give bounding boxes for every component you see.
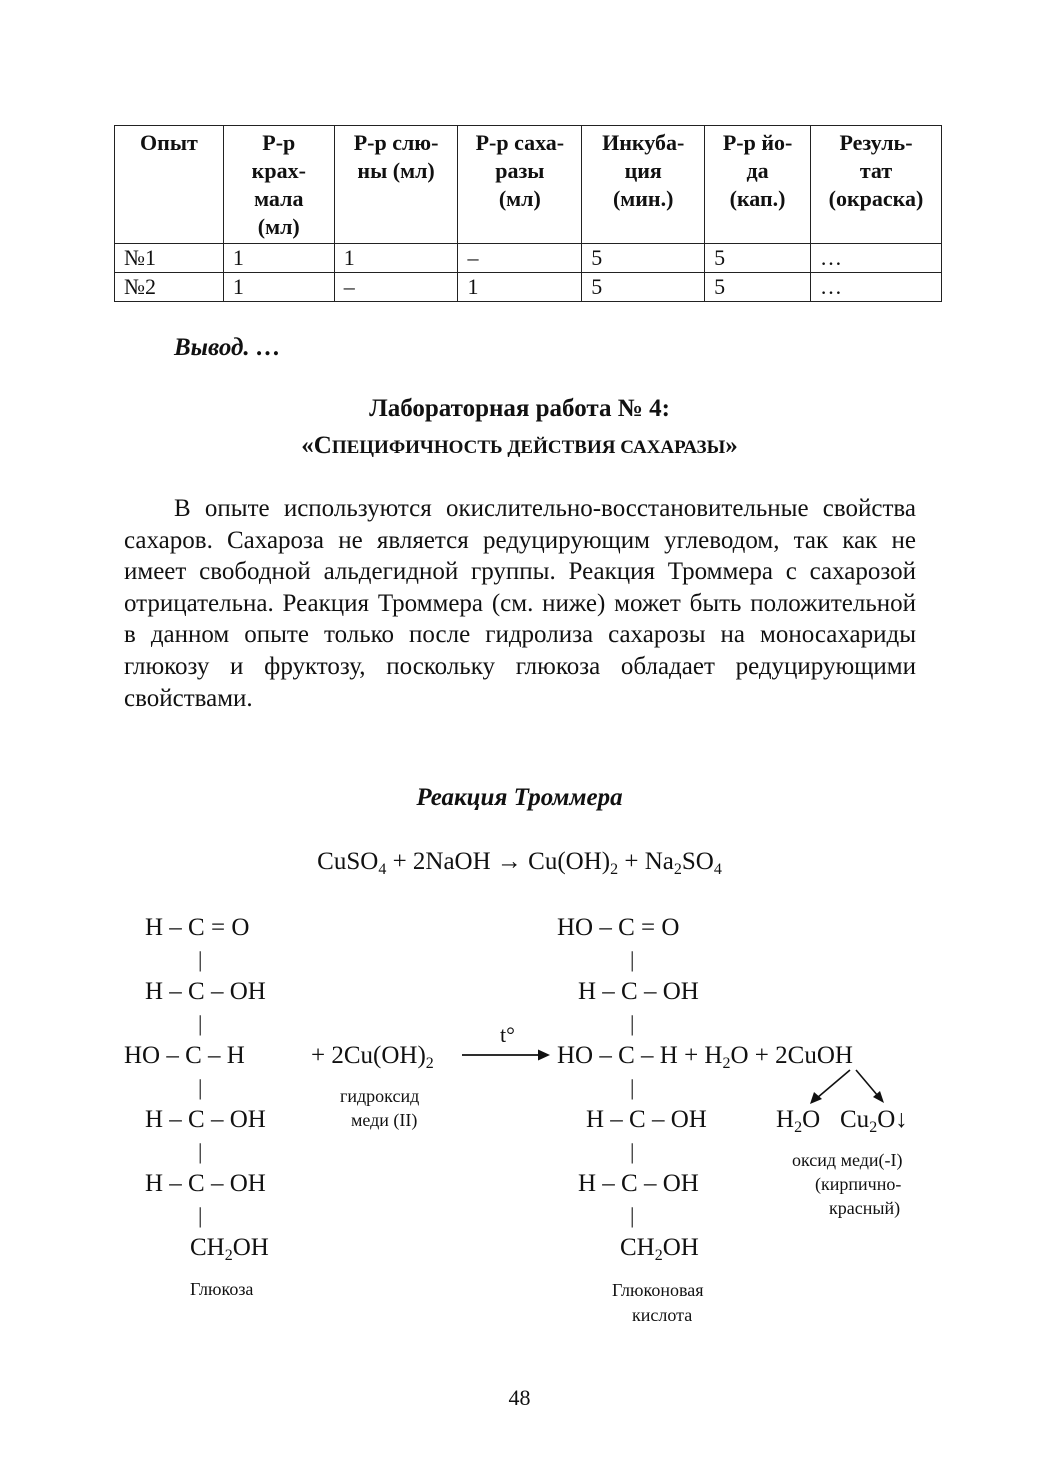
header-cell: Опыт bbox=[115, 126, 224, 244]
table-cell: – bbox=[458, 244, 582, 273]
lab-subtitle bbox=[0, 432, 1039, 460]
bond: | bbox=[198, 947, 203, 972]
product-water: $H_2O$ bbox=[776, 1106, 821, 1136]
bond: | bbox=[630, 1011, 635, 1036]
acid-line-5: H – C – OH bbox=[578, 1170, 699, 1197]
lab-title: Лабораторная работа № 4: bbox=[369, 395, 670, 422]
table-cell: №2 bbox=[115, 273, 224, 302]
table-cell: – bbox=[334, 273, 458, 302]
acid-label-2: кислота bbox=[632, 1305, 693, 1325]
glucose-line-3: HO – C – H bbox=[124, 1042, 245, 1069]
header-cell: Р-р саха- разы (мл) bbox=[458, 126, 582, 244]
glucose-line-4: H – C – OH bbox=[145, 1106, 266, 1133]
acid-label-1: Глюконовая bbox=[612, 1280, 704, 1300]
acid-line-3: HO – $C - H + H_2O$ + 2CuOH bbox=[557, 1042, 853, 1072]
bond: | bbox=[630, 1203, 635, 1228]
table-cell: 5 bbox=[582, 273, 705, 302]
glucose-line-2: H – C – OH bbox=[145, 978, 266, 1005]
bond: | bbox=[630, 947, 635, 972]
reaction-arrow-icon bbox=[460, 1048, 552, 1062]
reaction-title: Реакция Троммера bbox=[416, 784, 623, 811]
subtitle-end: » bbox=[725, 432, 738, 459]
bond: | bbox=[630, 1075, 635, 1100]
subtitle-smallcaps: ПЕЦИФИЧНОСТЬ ДЕЙСТВИЯ САХАРАЗЫ bbox=[331, 437, 726, 458]
bond: | bbox=[198, 1011, 203, 1036]
cu2o-label-2: (кирпично- bbox=[815, 1174, 902, 1194]
reagent-cu-oh: + $2Cu(OH)_2$ bbox=[311, 1042, 434, 1072]
product-cu2o: $Cu_2O↓$ bbox=[840, 1106, 908, 1136]
table-cell: 1 bbox=[458, 273, 582, 302]
table-cell: 1 bbox=[223, 273, 334, 302]
acid-ch2oh: $CH_2OH$ bbox=[620, 1234, 699, 1264]
table-cell: 5 bbox=[705, 273, 811, 302]
glucose-ch2oh: $CH_2OH$ bbox=[190, 1234, 269, 1264]
bond: | bbox=[198, 1075, 203, 1100]
glucose-line-1: H – C = O bbox=[145, 914, 250, 941]
reagent-label-2: меди (II) bbox=[351, 1110, 418, 1130]
table-row bbox=[115, 273, 942, 302]
subtitle-start: «С bbox=[301, 432, 332, 459]
cu2o-label-3: красный) bbox=[829, 1198, 901, 1218]
bond: | bbox=[198, 1139, 203, 1164]
header-cell: Инкуба- ция (мин.) bbox=[582, 126, 705, 244]
page-number: 48 bbox=[508, 1385, 531, 1410]
reaction-equation: CuSO$_4$ + 2NaOH → $Cu(OH)_2 + Na_2SO_4$ bbox=[317, 848, 722, 878]
header-cell: Р-р йо- да (кап.) bbox=[705, 126, 811, 244]
acid-line-1: HO – C = O bbox=[557, 914, 680, 941]
body-paragraph: В опыте используются окислительно-восстановительные свойства сахаров. Сахароза не является редуцирующим углеводом, так как не имеет свободной альдегидной группы. Реакция Троммера с сахарозой отрицательна. Реакция Троммера (см. ниже) может быть положительной в данном опыте только после гидролиза сахарозы на моносахариды глюкозу и фруктозу, поскольку глюкоза обладает редуцирующими свойствами. bbox=[124, 495, 916, 712]
acid-line-2: H – C – OH bbox=[578, 978, 699, 1005]
header-cell: Р-р слю- ны (мл) bbox=[334, 126, 458, 244]
experiment-table bbox=[114, 125, 942, 302]
table-cell: 1 bbox=[334, 244, 458, 273]
bond: | bbox=[630, 1139, 635, 1164]
table-header-row bbox=[115, 126, 942, 244]
bond: | bbox=[198, 1203, 203, 1228]
reagent-label-1: гидроксид bbox=[340, 1086, 420, 1106]
glucose-line-5: H – C – OH bbox=[145, 1170, 266, 1197]
arrow-label: t° bbox=[500, 1022, 515, 1047]
cu2o-label-1: оксид меди(-I) bbox=[792, 1150, 903, 1170]
table-row bbox=[115, 244, 942, 273]
acid-line-4: H – C – OH bbox=[586, 1106, 707, 1133]
table-cell: … bbox=[811, 273, 942, 302]
glucose-label: Глюкоза bbox=[190, 1279, 254, 1299]
header-cell: Р-р крах- мала (мл) bbox=[223, 126, 334, 244]
table-cell: 5 bbox=[582, 244, 705, 273]
header-cell: Резуль- тат (окраска) bbox=[811, 126, 942, 244]
table-cell: … bbox=[811, 244, 942, 273]
table-cell: 5 bbox=[705, 244, 811, 273]
table-cell: 1 bbox=[223, 244, 334, 273]
table-cell: №1 bbox=[115, 244, 224, 273]
conclusion: Вывод. … bbox=[174, 334, 281, 361]
decomposition-arrows-icon bbox=[800, 1068, 890, 1108]
